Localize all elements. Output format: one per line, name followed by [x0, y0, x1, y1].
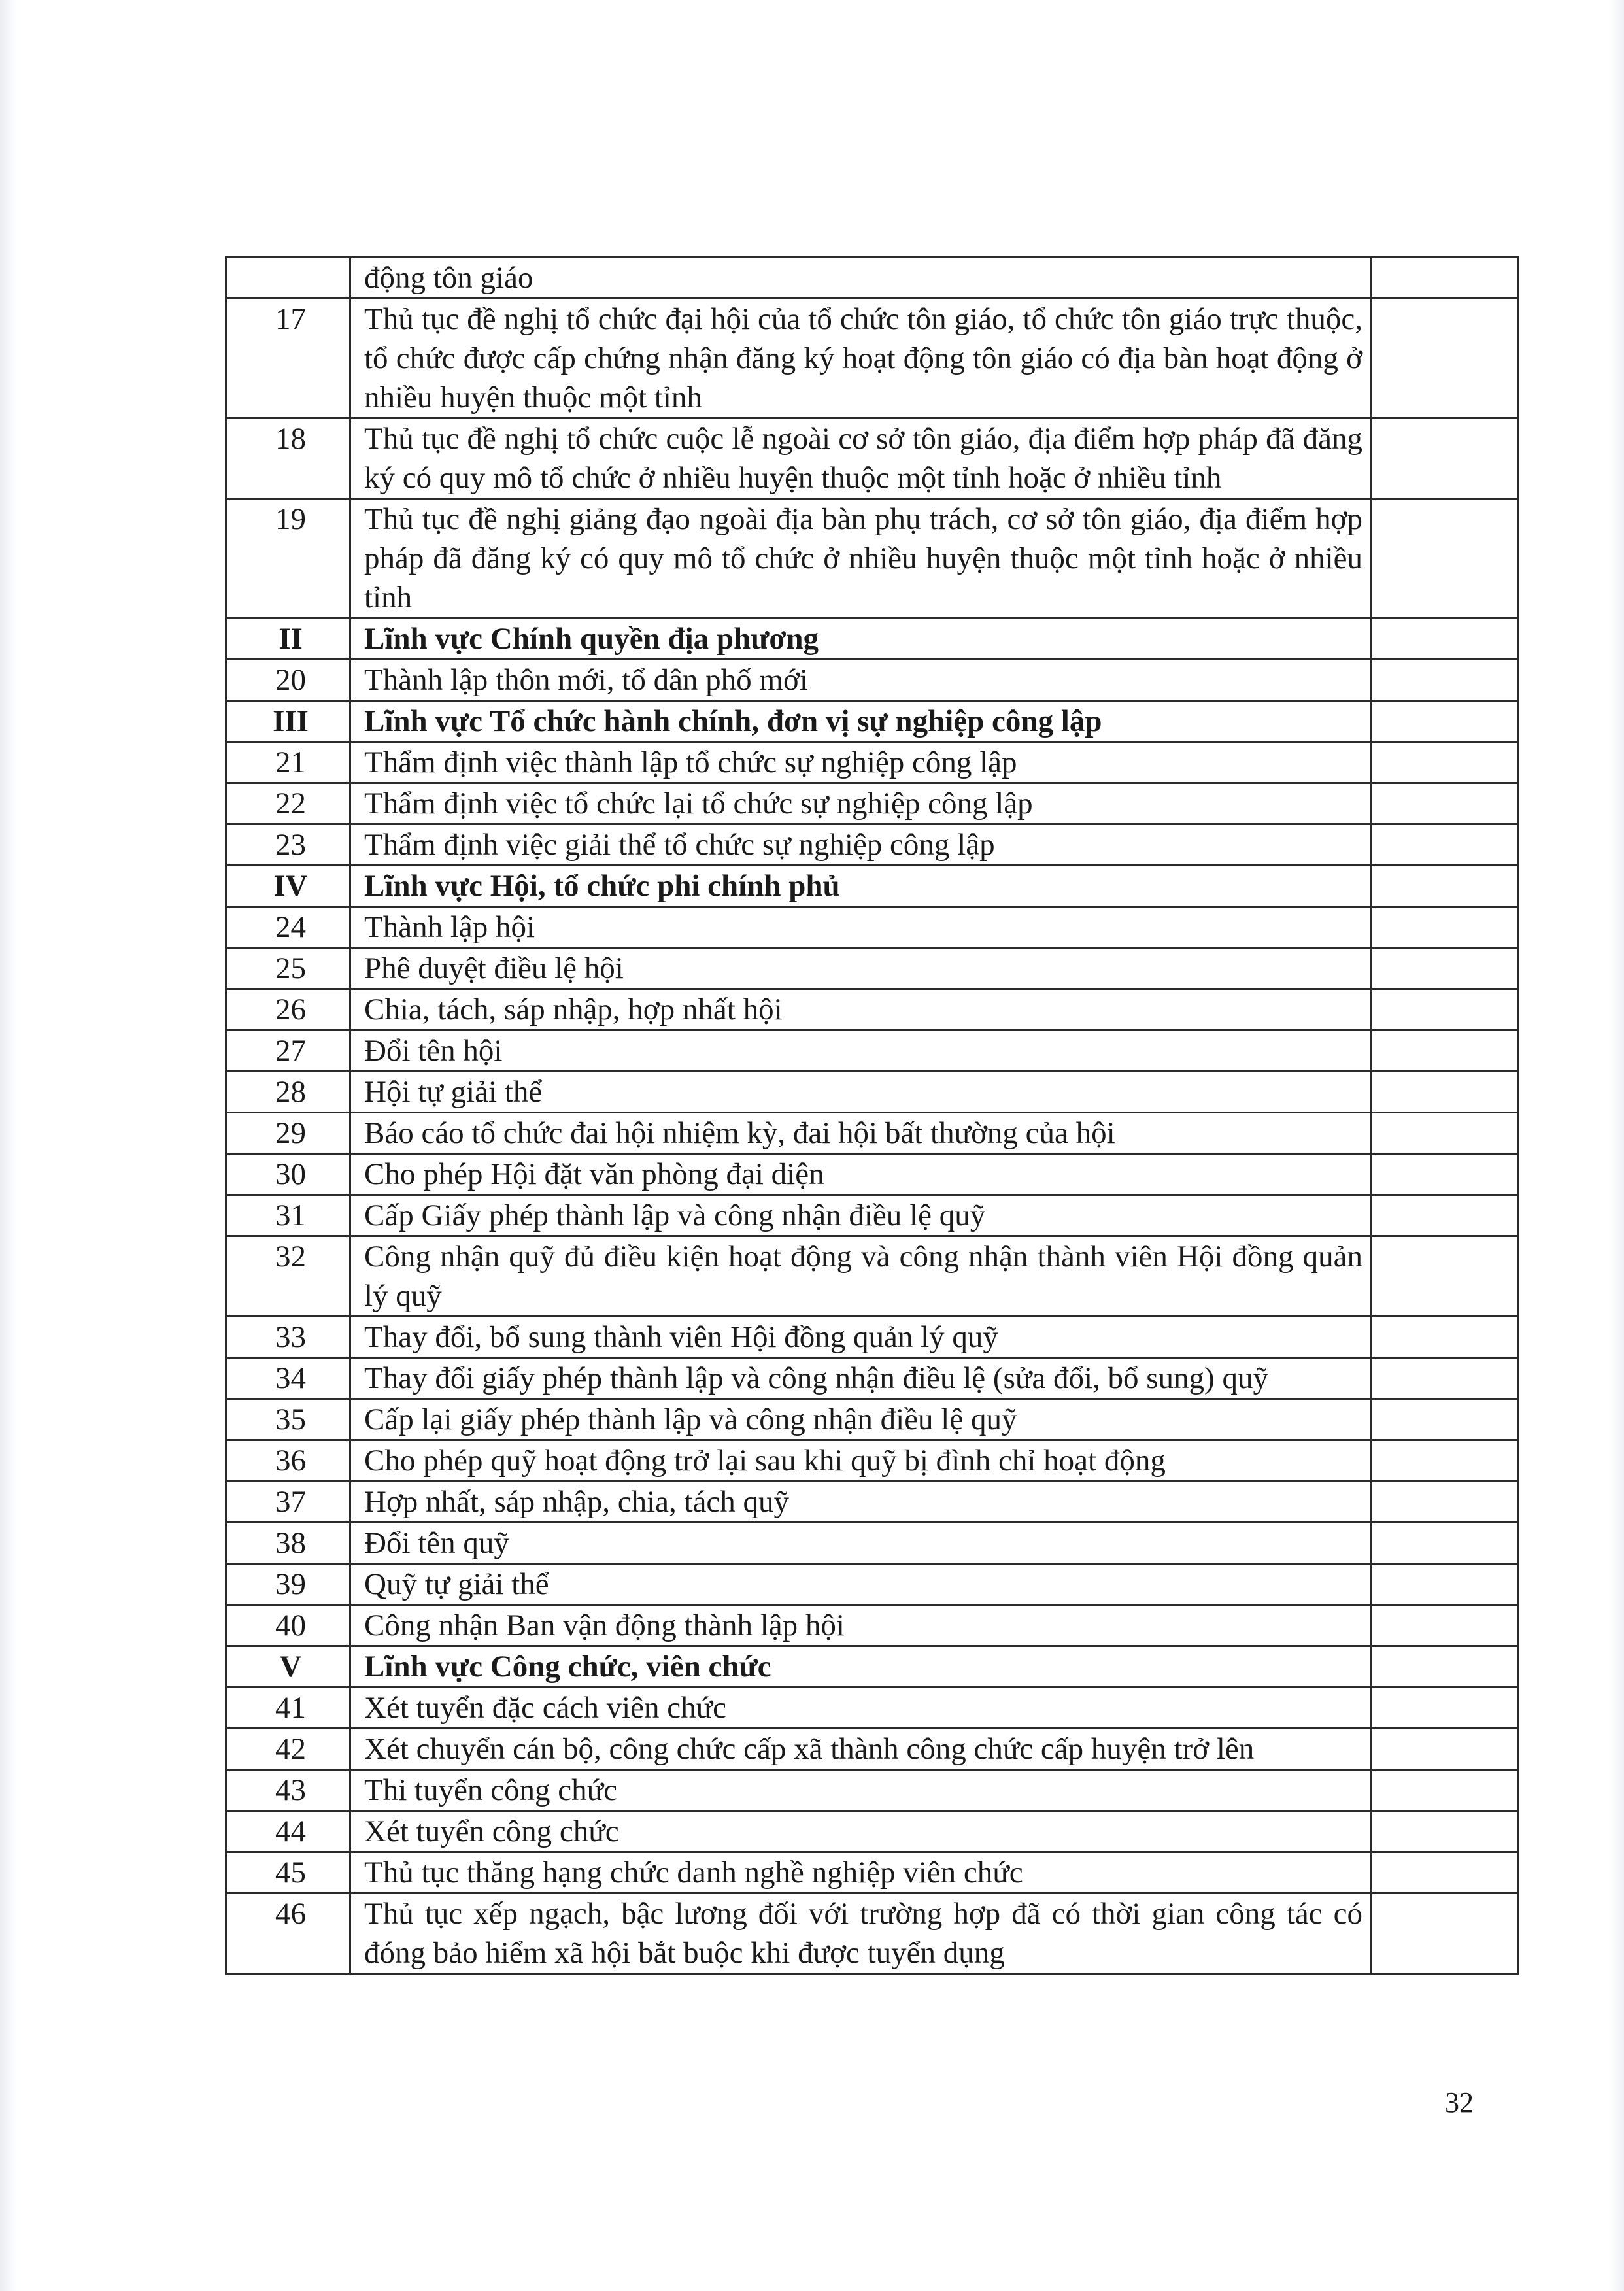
row-number-cell: 31	[226, 1195, 350, 1236]
procedure-name-cell: Hợp nhất, sáp nhập, chia, tách quỹ	[350, 1482, 1372, 1523]
row-number-cell: 19	[226, 499, 350, 619]
row-number-cell: 37	[226, 1482, 350, 1523]
note-cell	[1372, 258, 1518, 299]
note-cell	[1372, 499, 1518, 619]
procedure-name-cell: Thay đổi, bổ sung thành viên Hội đồng quản lý quỹ	[350, 1317, 1372, 1358]
table-row	[226, 824, 1518, 866]
table-row	[226, 258, 1518, 299]
row-number-cell: 26	[226, 989, 350, 1030]
row-number-cell: 33	[226, 1317, 350, 1358]
procedure-name-cell: Công nhận Ban vận động thành lập hội	[350, 1605, 1372, 1646]
note-cell	[1372, 1317, 1518, 1358]
table-row	[226, 1770, 1518, 1811]
note-cell	[1372, 1852, 1518, 1893]
procedure-name-cell: Cấp Giấy phép thành lập và công nhận điều lệ quỹ	[350, 1195, 1372, 1236]
procedure-name-cell: Xét tuyển đặc cách viên chức	[350, 1688, 1372, 1729]
note-cell	[1372, 1072, 1518, 1113]
table-row	[226, 1236, 1518, 1317]
procedure-name-cell: Thẩm định việc giải thể tổ chức sự nghiệp công lập	[350, 824, 1372, 866]
table-row	[226, 1440, 1518, 1482]
scan-shadow-left	[0, 0, 17, 2291]
note-cell	[1372, 1605, 1518, 1646]
note-cell	[1372, 1729, 1518, 1770]
row-number-cell: 22	[226, 783, 350, 824]
section-row	[226, 1646, 1518, 1688]
note-cell	[1372, 1482, 1518, 1523]
note-cell	[1372, 1154, 1518, 1195]
table-row	[226, 418, 1518, 499]
table-row	[226, 299, 1518, 418]
note-cell	[1372, 1564, 1518, 1605]
procedure-name-cell: động tôn giáo	[350, 258, 1372, 299]
section-number-cell: II	[226, 619, 350, 660]
table-row	[226, 1030, 1518, 1072]
row-number-cell: 30	[226, 1154, 350, 1195]
procedure-name-cell: Thẩm định việc tổ chức lại tổ chức sự nghiệp công lập	[350, 783, 1372, 824]
note-cell	[1372, 1399, 1518, 1440]
procedure-name-cell: Thi tuyển công chức	[350, 1770, 1372, 1811]
table-row	[226, 1564, 1518, 1605]
procedure-name-cell: Cấp lại giấy phép thành lập và công nhận điều lệ quỹ	[350, 1399, 1372, 1440]
table-row	[226, 660, 1518, 701]
note-cell	[1372, 1440, 1518, 1482]
note-cell	[1372, 989, 1518, 1030]
row-number-cell: 20	[226, 660, 350, 701]
row-number-cell: 35	[226, 1399, 350, 1440]
note-cell	[1372, 907, 1518, 948]
section-title-cell: Lĩnh vực Hội, tổ chức phi chính phủ	[350, 866, 1372, 907]
row-number-cell: 29	[226, 1113, 350, 1154]
section-number-cell: V	[226, 1646, 350, 1688]
procedure-name-cell: Thẩm định việc thành lập tổ chức sự nghiệp công lập	[350, 742, 1372, 783]
section-number-cell: IV	[226, 866, 350, 907]
section-title-cell: Lĩnh vực Chính quyền địa phương	[350, 619, 1372, 660]
table-row	[226, 1154, 1518, 1195]
row-number-cell: 27	[226, 1030, 350, 1072]
note-cell	[1372, 1113, 1518, 1154]
section-row	[226, 701, 1518, 742]
note-cell	[1372, 742, 1518, 783]
table-row	[226, 1317, 1518, 1358]
table-row	[226, 1113, 1518, 1154]
table-row	[226, 1482, 1518, 1523]
note-cell	[1372, 619, 1518, 660]
row-number-cell: 45	[226, 1852, 350, 1893]
table-row	[226, 1195, 1518, 1236]
procedure-name-cell: Xét chuyển cán bộ, công chức cấp xã thành công chức cấp huyện trở lên	[350, 1729, 1372, 1770]
note-cell	[1372, 701, 1518, 742]
procedure-name-cell: Đổi tên quỹ	[350, 1523, 1372, 1564]
row-number-cell: 21	[226, 742, 350, 783]
note-cell	[1372, 1195, 1518, 1236]
note-cell	[1372, 1646, 1518, 1688]
row-number-cell: 43	[226, 1770, 350, 1811]
note-cell	[1372, 866, 1518, 907]
table-row	[226, 1523, 1518, 1564]
procedure-name-cell: Thành lập hội	[350, 907, 1372, 948]
section-row	[226, 866, 1518, 907]
section-number-cell: III	[226, 701, 350, 742]
row-number-cell: 25	[226, 948, 350, 989]
procedure-name-cell: Thủ tục đề nghị giảng đạo ngoài địa bàn phụ trách, cơ sở tôn giáo, địa điểm hợp pháp đã đăng ký có quy mô tổ chức ở nhiều huyện thuộc một tỉnh hoặc ở nhiều tỉnh	[350, 499, 1372, 619]
table-row	[226, 783, 1518, 824]
procedure-name-cell: Thủ tục xếp ngạch, bậc lương đối với trường hợp đã có thời gian công tác có đóng bảo hiểm xã hội bắt buộc khi được tuyển dụng	[350, 1893, 1372, 1974]
note-cell	[1372, 1770, 1518, 1811]
row-number-cell: 32	[226, 1236, 350, 1317]
row-number-cell: 17	[226, 299, 350, 418]
row-number-cell: 24	[226, 907, 350, 948]
page-number: 32	[1445, 2086, 1474, 2118]
section-title-cell: Lĩnh vực Tổ chức hành chính, đơn vị sự nghiệp công lập	[350, 701, 1372, 742]
procedure-name-cell: Cho phép Hội đặt văn phòng đại diện	[350, 1154, 1372, 1195]
table-row	[226, 499, 1518, 619]
note-cell	[1372, 948, 1518, 989]
table-row	[226, 907, 1518, 948]
row-number-cell	[226, 258, 350, 299]
procedure-name-cell: Báo cáo tổ chức đai hội nhiệm kỳ, đai hội bất thường của hội	[350, 1113, 1372, 1154]
row-number-cell: 36	[226, 1440, 350, 1482]
procedure-name-cell: Thay đổi giấy phép thành lập và công nhận điều lệ (sửa đổi, bổ sung) quỹ	[350, 1358, 1372, 1399]
procedure-name-cell: Thủ tục đề nghị tổ chức cuộc lễ ngoài cơ sở tôn giáo, địa điểm hợp pháp đã đăng ký có quy mô tổ chức ở nhiều huyện thuộc một tỉnh hoặc ở nhiều tỉnh	[350, 418, 1372, 499]
note-cell	[1372, 1523, 1518, 1564]
procedure-name-cell: Công nhận quỹ đủ điều kiện hoạt động và công nhận thành viên Hội đồng quản lý quỹ	[350, 1236, 1372, 1317]
procedure-name-cell: Xét tuyển công chức	[350, 1811, 1372, 1852]
note-cell	[1372, 824, 1518, 866]
procedure-name-cell: Cho phép quỹ hoạt động trở lại sau khi quỹ bị đình chỉ hoạt động	[350, 1440, 1372, 1482]
table-row	[226, 1358, 1518, 1399]
table-row	[226, 989, 1518, 1030]
procedure-name-cell: Phê duyệt điều lệ hội	[350, 948, 1372, 989]
note-cell	[1372, 660, 1518, 701]
row-number-cell: 41	[226, 1688, 350, 1729]
procedure-name-cell: Thủ tục đề nghị tổ chức đại hội của tổ chức tôn giáo, tổ chức tôn giáo trực thuộc, tổ chức được cấp chứng nhận đăng ký hoạt động tôn giáo có địa bàn hoạt động ở nhiều huyện thuộc một tỉnh	[350, 299, 1372, 418]
row-number-cell: 40	[226, 1605, 350, 1646]
procedure-name-cell: Thủ tục thăng hạng chức danh nghề nghiệp viên chức	[350, 1852, 1372, 1893]
note-cell	[1372, 1893, 1518, 1974]
note-cell	[1372, 299, 1518, 418]
row-number-cell: 34	[226, 1358, 350, 1399]
procedure-table	[225, 256, 1519, 1975]
table-row	[226, 1605, 1518, 1646]
row-number-cell: 23	[226, 824, 350, 866]
row-number-cell: 28	[226, 1072, 350, 1113]
procedure-name-cell: Hội tự giải thể	[350, 1072, 1372, 1113]
row-number-cell: 42	[226, 1729, 350, 1770]
table-row	[226, 1893, 1518, 1974]
table-row	[226, 1729, 1518, 1770]
procedure-name-cell: Đổi tên hội	[350, 1030, 1372, 1072]
section-row	[226, 619, 1518, 660]
table-row	[226, 948, 1518, 989]
note-cell	[1372, 1030, 1518, 1072]
table-row	[226, 1852, 1518, 1893]
note-cell	[1372, 1811, 1518, 1852]
row-number-cell: 44	[226, 1811, 350, 1852]
table-row	[226, 1811, 1518, 1852]
note-cell	[1372, 1688, 1518, 1729]
scan-shadow-right	[1610, 0, 1624, 2291]
procedure-name-cell: Thành lập thôn mới, tổ dân phố mới	[350, 660, 1372, 701]
table-row	[226, 742, 1518, 783]
procedure-name-cell: Quỹ tự giải thể	[350, 1564, 1372, 1605]
procedure-table-body	[226, 258, 1518, 1974]
table-row	[226, 1688, 1518, 1729]
row-number-cell: 46	[226, 1893, 350, 1974]
procedure-name-cell: Chia, tách, sáp nhập, hợp nhất hội	[350, 989, 1372, 1030]
table-row	[226, 1072, 1518, 1113]
section-title-cell: Lĩnh vực Công chức, viên chức	[350, 1646, 1372, 1688]
note-cell	[1372, 1236, 1518, 1317]
row-number-cell: 18	[226, 418, 350, 499]
row-number-cell: 39	[226, 1564, 350, 1605]
note-cell	[1372, 1358, 1518, 1399]
note-cell	[1372, 418, 1518, 499]
note-cell	[1372, 783, 1518, 824]
table-row	[226, 1399, 1518, 1440]
row-number-cell: 38	[226, 1523, 350, 1564]
